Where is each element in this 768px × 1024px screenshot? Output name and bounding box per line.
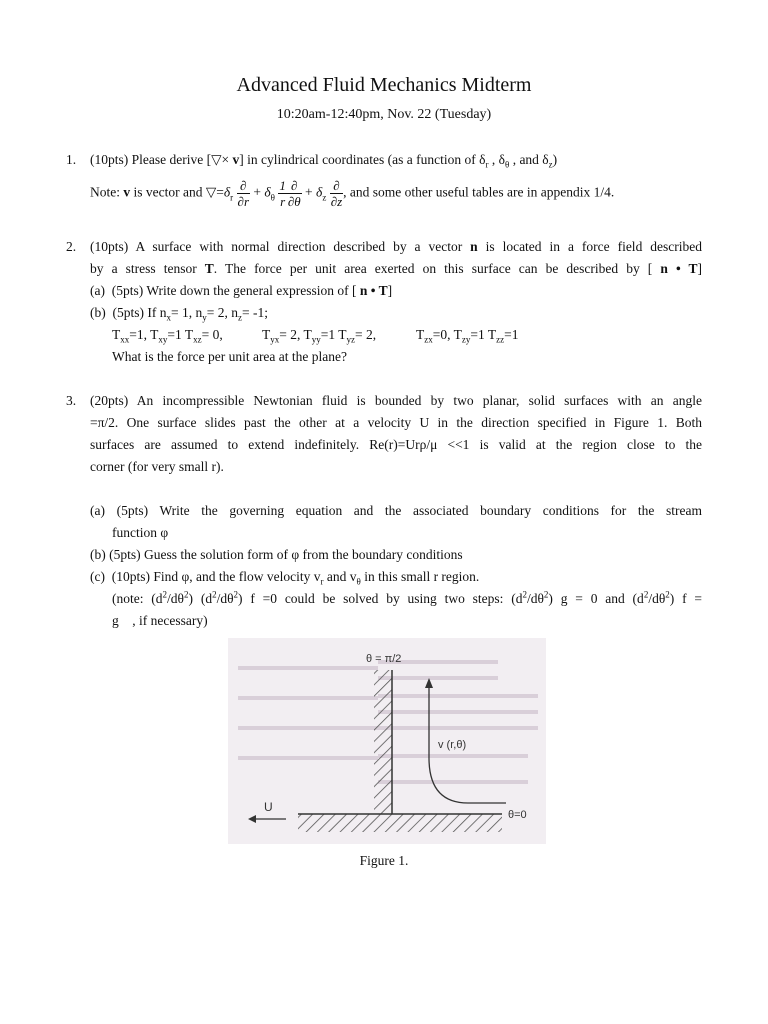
q2-tensor-row3: $T_{zx}=0$, $T_{zy}=1$ $T_{zz}=1$ — [416, 327, 519, 345]
q2-number: 2. — [66, 239, 77, 254]
label-theta-top: θ = π/2 — [366, 653, 402, 665]
q3-part-c: (c) (10pts) Find φ, and the flow velocity $v_r$ and $v_\theta$ in this small r region. — [90, 569, 480, 587]
q2-tensor-row1: $T_{xx}=1$, $T_{xy}=1$ $T_{xz}= 0$, — [112, 327, 223, 345]
q2-part-a: (a) (5pts) Write down the general expression of [ n • T] — [90, 283, 393, 298]
q3-number: 3. — [66, 393, 77, 408]
q3-line1: (20pts) An incompressible Newtonian fluid is bounded by two planar, solid surfaces with an angle — [90, 393, 702, 408]
exam-time: 10:20am-12:40pm, Nov. 22 (Tuesday) — [276, 107, 492, 122]
figure-1-diagram — [228, 638, 546, 844]
q2-line1: (10pts) A surface with normal direction described by a vector n is located in a force field described — [90, 239, 702, 254]
q3-part-a-cont: function φ — [112, 525, 169, 540]
q2-line2: by a stress tensor T. The force per unit area exerted on this surface can be described by [ n • T] — [90, 261, 703, 276]
figure-1 — [228, 638, 546, 844]
q3-line2: =π/2. One surface slides past the other at a velocity U in the direction specified in Figure 1. Both — [90, 415, 702, 430]
q3-note: (note: $(d^2/d\theta^2)$ $(d^2/d\theta^2)$ f =0 could be solved by using two steps: $(d^2/d\theta^2) g = 0$ and $(d^2/d\theta^2) f$ = — [112, 589, 702, 606]
figure-caption: Figure 1. — [359, 853, 409, 868]
label-theta-bottom: θ=0 — [508, 809, 527, 821]
q3-line3: surfaces are assumed to extend indefinitely. Re(r)=Urρ/μ <<1 is valid at the region close to the — [90, 437, 702, 452]
q2-tensor-row2: $T_{yx}= 2$, $T_{yy}=1$ $T_{yz}= 2$, — [262, 327, 377, 345]
label-u: U — [264, 800, 273, 814]
q3-part-a: (a) (5pts) Write the governing equation and the associated boundary conditions for the stream — [90, 503, 702, 518]
q3-line4: corner (for very small r). — [90, 459, 224, 474]
q1-text: (10pts) Please derive [▽× v] in cylindrical coordinates (as a function of $\delta_r$ , $\delta_\theta$ , and $\delta_z$) — [90, 152, 558, 170]
q1-number: 1. — [66, 152, 77, 167]
q1-note: Note: v is vector and $▽=\delta_r$ $\frac{\partial}{\partial r}$ + $\delta_\theta$ $\frac{1}{r}$ $\frac{\partial}{\partial\theta}$ + $\delta_z$ $\frac{\partial}{\partial z}$ , and some other useful tables are in appendix 1/4. — [90, 178, 615, 209]
vertical-wall-hatch — [374, 670, 392, 814]
q3-note-cont: g , if necessary) — [112, 613, 208, 628]
label-velocity: v (r,θ) — [438, 739, 467, 751]
q2-part-b: (b) (5pts) If $n_x= 1$, $n_y= 2$, $n_z= -1$; — [90, 305, 268, 323]
page-title: Advanced Fluid Mechanics Midterm — [236, 74, 532, 96]
q2-question: What is the force per unit area at the plane? — [112, 349, 348, 364]
bottom-wall-hatch — [298, 814, 502, 832]
q3-part-b: (b) (5pts) Guess the solution form of φ from the boundary conditions — [90, 547, 463, 562]
